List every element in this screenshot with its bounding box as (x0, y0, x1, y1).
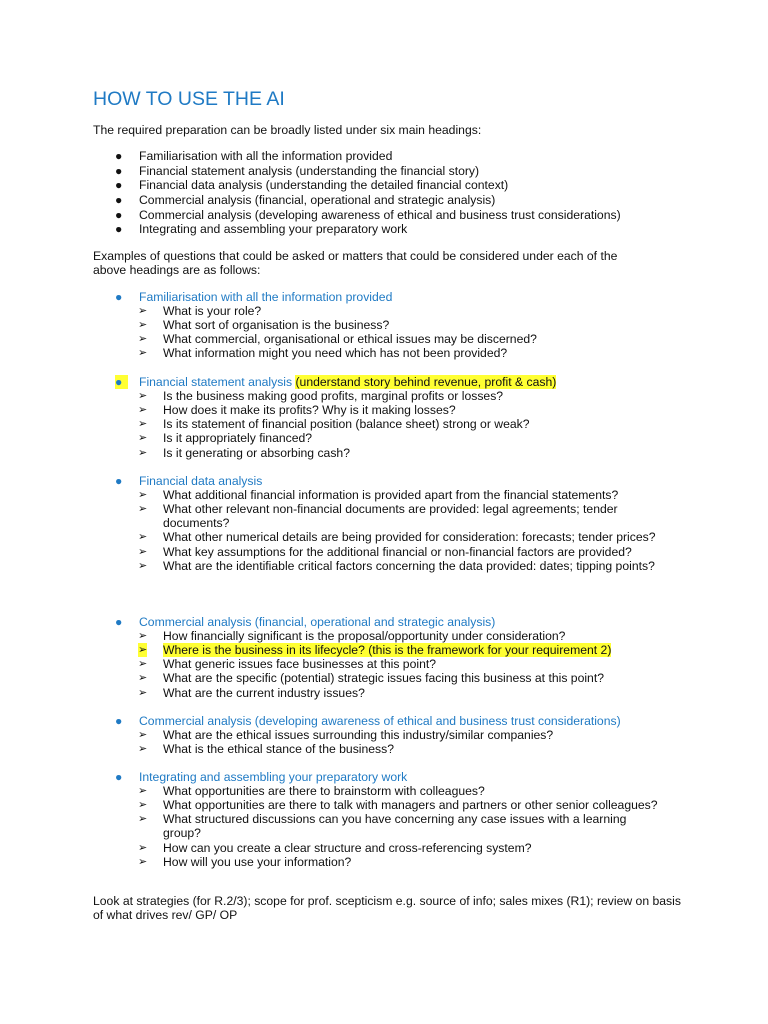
list-item: ● Commercial analysis (financial, operational and strategic analysis) (115, 193, 496, 208)
arrow-bullet-icon: ➢ (138, 743, 148, 756)
examples-intro: Examples of questions that could be asked or matters that could be considered under each of the above headings are as follows: (93, 249, 618, 278)
arrow-bullet-icon: ➢ (138, 531, 148, 544)
page-title: HOW TO USE THE AI (93, 88, 285, 110)
bullet-icon: ● (115, 615, 123, 629)
arrow-bullet-icon: ➢ (138, 390, 148, 403)
list-item: ➢ What opportunities are there to talk with managers and partners or other senior colleagues? (138, 798, 658, 813)
arrow-bullet-icon: ➢ (138, 841, 148, 854)
question-list (93, 304, 693, 360)
list-item: ➢ What sort of organisation is the business? (138, 318, 390, 333)
list-item: ➢ What is the ethical stance of the business? (138, 742, 395, 757)
closing-note: Look at strategies (for R.2/3); scope for prof. scepticism e.g. source of info; sales mixes (R1); review on basis of what drives rev/ GP/ OP (93, 894, 681, 923)
list-item: ➢ Is the business making good profits, marginal profits or losses? (138, 389, 504, 404)
list-item: ➢ What commercial, organisational or ethical issues may be discerned? (138, 332, 537, 347)
arrow-bullet-icon: ➢ (138, 658, 148, 671)
arrow-bullet-icon: ➢ (138, 855, 148, 868)
arrow-bullet-icon: ➢ (138, 347, 148, 360)
arrow-bullet-icon: ➢ (138, 785, 148, 798)
bullet-icon: ● (115, 193, 123, 208)
list-item: ➢ What information might you need which has not been provided? (138, 346, 508, 361)
list-item: ➢ How can you create a clear structure and cross-referencing system? (138, 840, 532, 855)
list-item: ➢ How financially significant is the proposal/opportunity under consideration? (138, 629, 566, 644)
question-list (93, 488, 693, 573)
question-list (93, 784, 693, 869)
section-familiarisation (93, 290, 693, 361)
list-item: ➢ What additional financial information is provided apart from the financial statements? (138, 488, 619, 503)
section-heading: ● Commercial analysis (developing awareness of ethical and business trust considerations) (115, 714, 621, 728)
list-item: ➢ What is your role? (138, 304, 262, 319)
arrow-bullet-icon: ➢ (138, 319, 148, 332)
arrow-bullet-icon: ➢ (138, 813, 148, 826)
section-heading: ● Integrating and assembling your preparatory work (115, 770, 408, 784)
question-list (93, 629, 693, 699)
section-heading: ● Financial data analysis (115, 474, 263, 488)
bullet-icon: ● (115, 290, 123, 304)
list-item: ➢ Is it generating or absorbing cash? (138, 445, 350, 460)
list-item: ● Integrating and assembling your preparatory work (115, 222, 408, 237)
list-item: ➢ How will you use your information? (138, 854, 352, 869)
list-item: ➢ What structured discussions can you have concerning any case issues with a learning group? (138, 812, 627, 841)
highlighted-list-item: ➢ Where is the business in its lifecycle? (this is the framework for your requirement 2) (138, 643, 612, 658)
arrow-bullet-icon: ➢ (138, 686, 148, 699)
list-item: ● Commercial analysis (developing awareness of ethical and business trust considerations) (115, 207, 621, 222)
bullet-icon: ● (115, 207, 123, 222)
list-item: ● Familiarisation with all the information provided (115, 149, 393, 163)
question-list (93, 389, 693, 459)
list-item: ➢ Is it appropriately financed? (138, 431, 313, 446)
intro-text: The required preparation can be broadly listed under six main headings: (93, 123, 482, 137)
arrow-bullet-icon: ➢ (138, 305, 148, 318)
list-item: ➢ How does it make its profits? Why is it making losses? (138, 403, 456, 418)
arrow-bullet-icon: ➢ (138, 418, 148, 431)
list-item: ➢ What are the ethical issues surrounding this industry/similar companies? (138, 728, 554, 743)
list-item: ● Financial statement analysis (understanding the financial story) (115, 163, 480, 178)
bullet-icon: ● (115, 222, 123, 237)
question-list (93, 728, 693, 756)
list-item: ➢ What are the identifiable critical factors concerning the data provided: dates; tipping points? (138, 558, 655, 573)
highlighted-note: (understand story behind revenue, profit & cash) (295, 375, 557, 389)
arrow-bullet-icon: ➢ (138, 489, 148, 502)
section-heading: ● Familiarisation with all the information provided (115, 290, 393, 304)
list-item: ➢ What are the specific (potential) strategic issues facing this business at this point? (138, 671, 604, 686)
section-integrating (93, 770, 693, 869)
list-item: ➢ What opportunities are there to brainstorm with colleagues? (138, 784, 485, 799)
bullet-icon: ● (115, 375, 128, 389)
list-item: ➢ Is its statement of financial position (balance sheet) strong or weak? (138, 417, 530, 432)
bullet-icon: ● (115, 163, 123, 178)
section-financial-data (93, 474, 693, 573)
arrow-bullet-icon: ➢ (138, 799, 148, 812)
section-heading: ● Commercial analysis (financial, operational and strategic analysis) (115, 615, 496, 629)
arrow-bullet-icon: ➢ (138, 446, 148, 459)
arrow-bullet-icon: ➢ (138, 672, 148, 685)
bullet-icon: ● (115, 770, 123, 784)
bullet-icon: ● (115, 178, 123, 193)
arrow-bullet-icon: ➢ (138, 545, 148, 558)
bullet-icon: ● (115, 714, 123, 728)
bullet-icon: ● (115, 474, 123, 488)
arrow-bullet-icon: ➢ (138, 333, 148, 346)
bullet-icon: ● (115, 149, 123, 163)
main-headings-list (93, 149, 621, 237)
arrow-bullet-icon: ➢ (138, 729, 148, 742)
section-heading: ● Financial statement analysis (understand story behind revenue, profit & cash) (115, 375, 557, 389)
list-item: ➢ What other relevant non-financial documents are provided: legal agreements; tender documents? (138, 502, 618, 531)
arrow-bullet-icon: ➢ (138, 630, 148, 643)
section-financial-statement (93, 375, 693, 460)
list-item: ➢ What are the current industry issues? (138, 685, 365, 700)
section-commercial-strategic (93, 615, 693, 700)
arrow-bullet-icon: ➢ (138, 644, 148, 657)
list-item: ➢ What generic issues face businesses at this point? (138, 657, 437, 672)
arrow-bullet-icon: ➢ (138, 404, 148, 417)
list-item: ➢ What key assumptions for the additional financial or non-financial factors are provided? (138, 544, 632, 559)
list-item: ● Financial data analysis (understanding the detailed financial context) (115, 178, 509, 193)
arrow-bullet-icon: ➢ (138, 503, 148, 516)
arrow-bullet-icon: ➢ (138, 432, 148, 445)
list-item: ➢ What other numerical details are being provided for consideration: forecasts; tender prices? (138, 530, 656, 545)
arrow-bullet-icon: ➢ (138, 559, 148, 572)
section-commercial-ethical (93, 714, 693, 756)
